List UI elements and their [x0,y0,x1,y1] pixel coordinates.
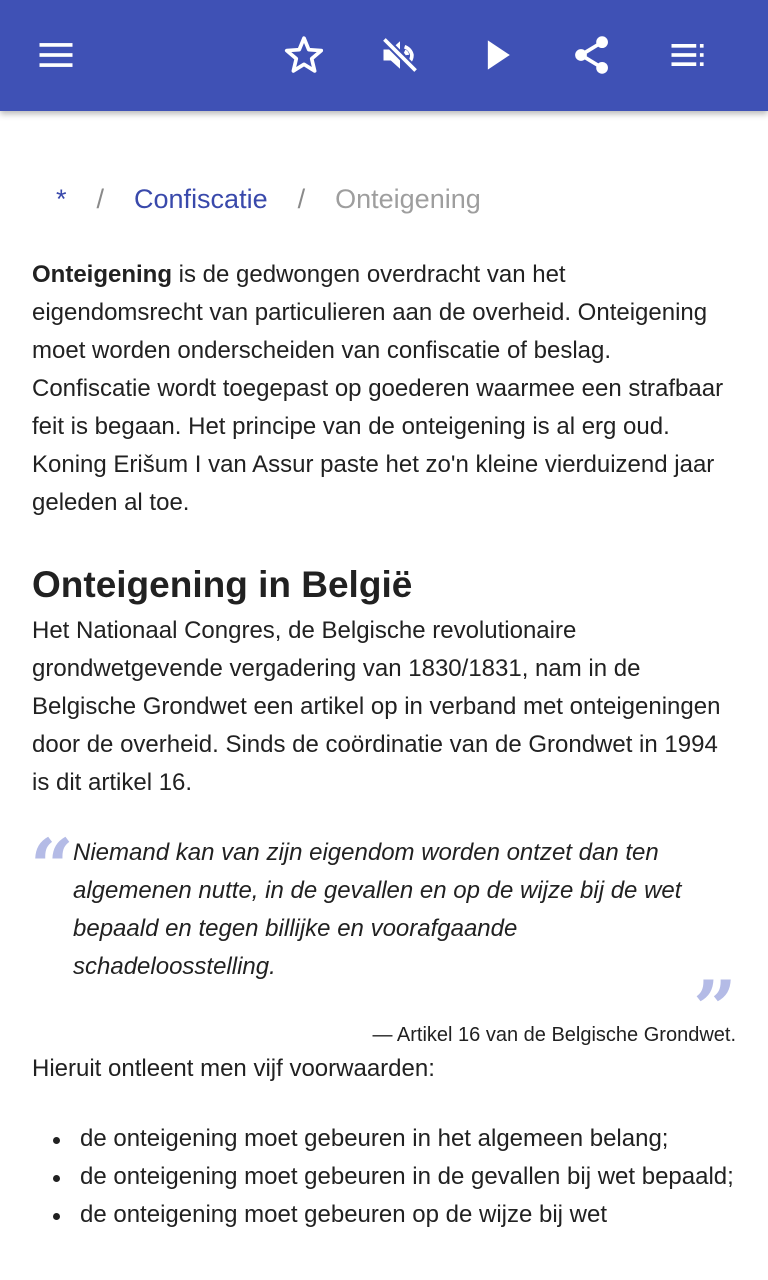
list-item: de onteigening moet gebeuren in de gevallen bij wet bepaald; [32,1158,736,1196]
menu-button[interactable] [24,23,88,87]
volume-off-icon [378,33,422,77]
star-outline-icon [282,33,326,77]
article-content[interactable] [0,111,768,1280]
section-heading: Onteigening in België [32,564,413,605]
share-icon [570,33,614,77]
breadcrumb-home-link[interactable]: * [56,184,67,214]
favorite-button[interactable] [272,23,336,87]
breadcrumb-separator: / [297,184,306,214]
hamburger-menu-icon [34,33,78,77]
conditions-list [32,1120,736,1234]
play-button[interactable] [465,23,529,87]
play-icon [475,33,519,77]
section-paragraph: Het Nationaal Congres, de Belgische revolutionaire grondwetgevende vergadering van 1830/1831, nam in de Belgische Grondwet een artikel op in verband met onteigeningen door de overheid. Sinds de coördinatie van de Grondwet in 1994 is dit artikel 16. [32,617,721,796]
close-quote-mark: ” [693,964,737,1053]
quote-citation: — Artikel 16 van de Belgische Grondwet. [372,1024,736,1046]
share-button[interactable] [560,23,624,87]
app-bar [0,0,768,111]
open-quote-mark: “ [30,822,74,911]
intro-bold-term: Onteigening [32,261,172,288]
breadcrumb [56,181,481,217]
list-item: de onteigening moet gebeuren op de wijze bij wet [32,1196,736,1234]
intro-paragraph [32,256,736,522]
table-of-contents-button[interactable] [656,23,720,87]
breadcrumb-separator: / [96,184,105,214]
intro-text: is de gedwongen overdracht van het eigendomsrecht van particulieren aan de overheid. Onteigening moet worden onderscheiden van confiscatie of beslag. Confiscatie wordt toegepast op goederen waarmee een strafbaar feit is begaan. Het principe van de onteigening is al erg oud. Koning Erišum I van Assur paste het zo'n kleine vierduizend jaar geleden al toe. [32,261,724,516]
list-item: de onteigening moet gebeuren in het algemeen belang; [32,1120,736,1158]
breadcrumb-parent-link[interactable]: Confiscatie [134,184,268,214]
mute-button[interactable] [368,23,432,87]
breadcrumb-current: Onteigening [335,184,481,214]
list-intro: Hieruit ontleent men vijf voorwaarden: [32,1055,435,1082]
quote-text: Niemand kan van zijn eigendom worden ontzet dan ten algemenen nutte, in de gevallen en op de wijze bij de wet bepaald en tegen billijke en voorafgaande schadeloosstelling. [73,839,682,980]
table-of-contents-icon [666,33,710,77]
